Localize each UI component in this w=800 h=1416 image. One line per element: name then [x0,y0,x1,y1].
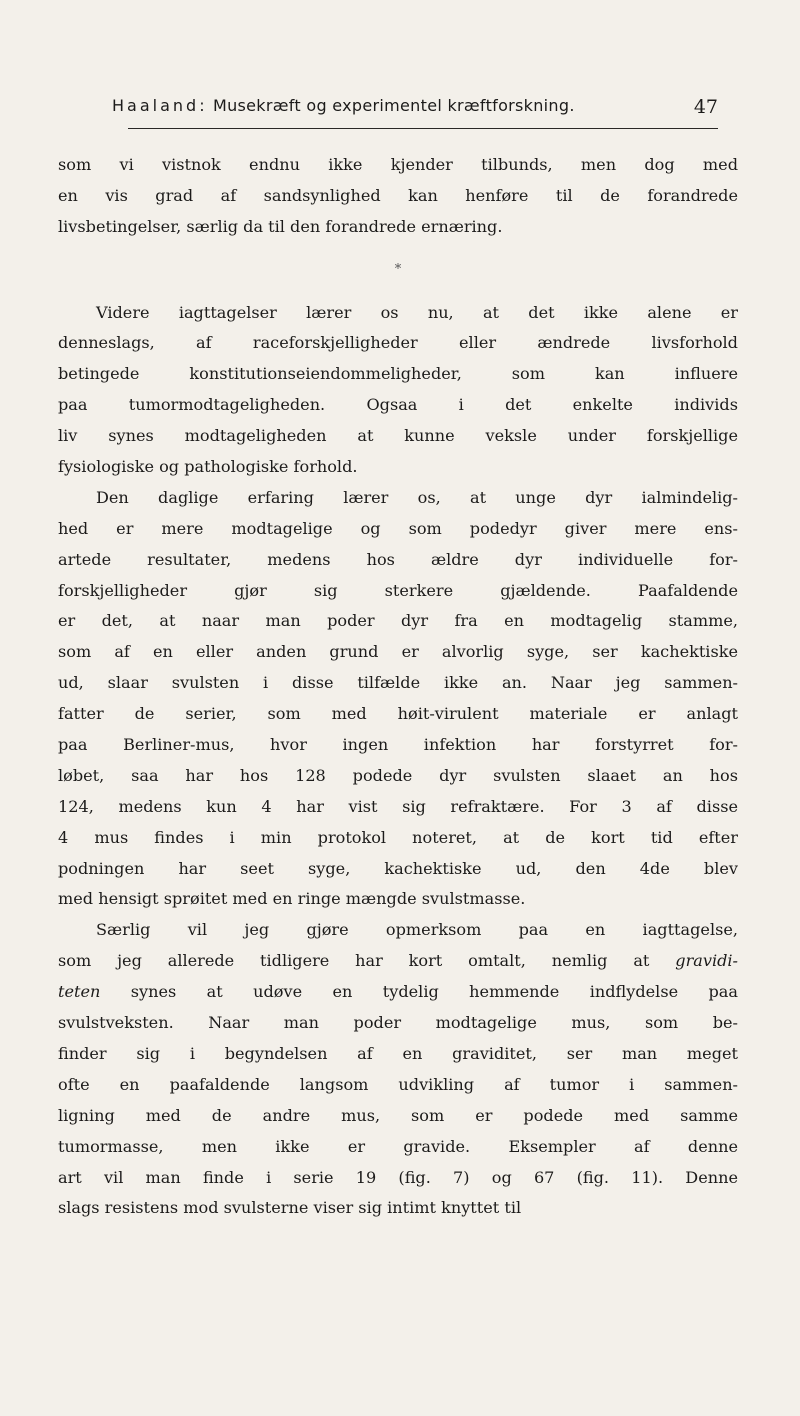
text-line: finder sig i begyndelsen af en graviditet, ser man meget [58,1043,738,1063]
text-line-with-italic [58,977,738,1008]
header-title: Musekræft og experimentel kræftforskning. [212,96,575,115]
text-line: hed er mere modtagelige og som podedyr giver mere ens- [58,518,738,538]
body-text [58,150,738,1224]
text-line: en vis grad af sandsynlighed kan henføre til de forandrede [58,185,738,205]
text-line: forskjelligheder gjør sig sterkere gjældende. Paafaldende [58,580,738,600]
text-line: slags resistens mod svulsterne viser sig intimt knyttet til [58,1198,522,1218]
text-line: ofte en paafaldende langsom udvikling af tumor i sammen- [58,1074,738,1094]
text-line: fatter de serier, som med høit-virulent materiale er anlagt [58,704,738,724]
text-line: med hensigt sprøitet med en ringe mængde svulstmasse. [58,889,526,909]
text-line: podningen har seet syge, kachektiske ud, den 4de blev [58,858,738,878]
running-header [112,96,718,130]
section-separator: * [394,261,402,277]
text-line: 124, medens kun 4 har vist sig refraktære. For 3 af disse [58,796,738,816]
text-line: 4 mus findes i min protokol noteret, at de kort tid efter [58,827,738,847]
text-line: liv synes modtageligheden at kunne veksle under forskjellige [58,426,738,446]
italic-term: gravidi- [675,951,738,971]
text-line: tumormasse, men ikke er gravide. Eksempler af denne [58,1136,738,1156]
text-line: art vil man finde i serie 19 (fig. 7) og 67 (fig. 11). Denne [58,1167,738,1187]
header-author: Haaland: [112,96,208,115]
text-run: synes at udøve en tydelig hemmende indflydelse paa [130,982,738,1002]
text-run: som jeg allerede tidligere har kort omtalt, nemlig at [58,951,650,971]
running-head [112,96,575,115]
text-line: ligning med de andre mus, som er podede med samme [58,1105,738,1125]
text-line: er det, at naar man poder dyr fra en modtagelig stamme, [58,611,738,631]
text-line: livsbetingelser, særlig da til den forandrede ernæring. [58,216,503,236]
text-line: løbet, saa har hos 128 podede dyr svulsten slaaet an hos [58,765,738,785]
header-rule [128,128,718,129]
text-line: Særlig vil jeg gjøre opmerksom paa en iagttagelse, [96,920,738,940]
text-line: Videre iagttagelser lærer os nu, at det ikke alene er [96,302,738,322]
text-line: betingede konstitutionseiendommeligheder, som kan influere [58,364,738,384]
text-line: paa Berliner-mus, hvor ingen infektion har forstyrret for- [58,735,738,755]
text-line: Den daglige erfaring lærer os, at unge dyr ialmindelig- [96,487,738,507]
text-line: denneslags, af raceforskjelligheder eller ændrede livsforhold [58,333,738,353]
text-line: fysiologiske og pathologiske forhold. [58,457,358,477]
text-line-with-italic [58,946,738,977]
text-line: paa tumormodtageligheden. Ogsaa i det enkelte individs [58,395,738,415]
text-line: svulstveksten. Naar man poder modtagelige mus, som be- [58,1013,738,1033]
text-line: som vi vistnok endnu ikke kjender tilbunds, men dog med [58,155,738,174]
text-line: ud, slaar svulsten i disse tilfælde ikke an. Naar jeg sammen- [58,673,738,693]
page-number: 47 [693,96,718,118]
text-line: artede resultater, medens hos ældre dyr individuelle for- [58,549,738,569]
italic-term: teten [58,982,101,1002]
text-line: som af en eller anden grund er alvorlig syge, ser kachektiske [58,642,738,662]
